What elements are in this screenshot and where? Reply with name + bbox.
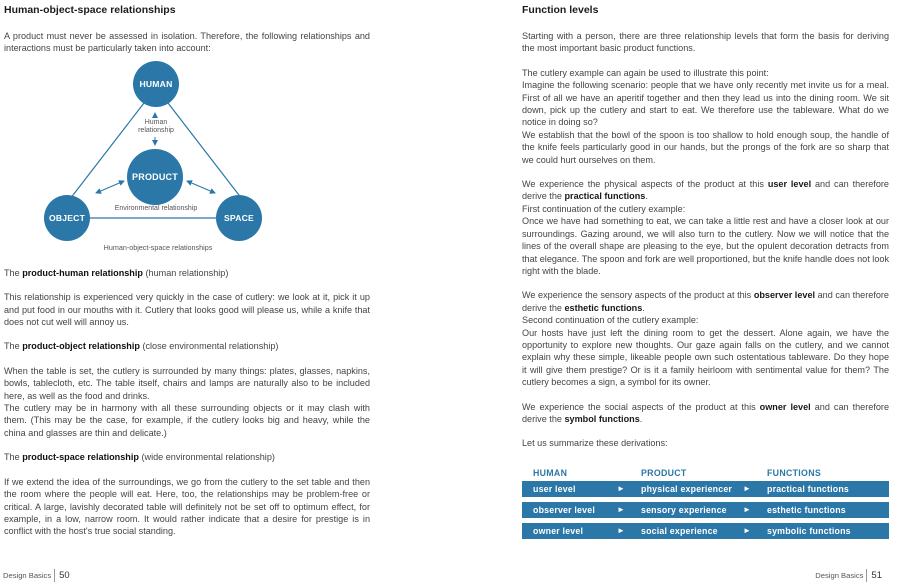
diagram-caption: Human-object-space relationships [103,242,213,252]
text: and can therefore derive the [522,401,889,424]
arrow-right-icon: ► [617,484,626,494]
arrow-product-right [187,181,201,187]
text: and can therefore derive the [522,179,889,202]
text: We experience the sensory aspects of the product at this [522,290,752,301]
owner-level-paragraph: We experience the social aspects of the product at this owner level and can therefore derive the symbol functions. [522,401,889,424]
arrow-right-icon: ► [617,505,626,515]
section-heading-product-human [4,267,370,279]
page-title: Function levels [522,4,599,16]
page-number: 51 [866,569,882,582]
intro-paragraph: A product must never be assessed in isolation. Therefore, the following relationships and interactions must be particularly taken into account: [4,31,370,54]
arrow-right-icon: ► [617,526,626,536]
human-cell: user level [533,483,576,494]
relationship-diagram [40,57,280,257]
page-footer [3,569,70,582]
section-heading-product-space [4,451,370,463]
book-title: Design Basics [3,571,52,580]
heading-prefix: The [4,341,20,352]
left-page-content [4,4,370,538]
page-footer [815,569,882,582]
heading-suffix: (close environmental relationship) [142,341,279,352]
example-intro: The cutlery example can again be used to illustrate this point: [522,67,769,78]
heading-bold: product-human relationship [22,267,143,278]
section-body-product-object-2: The cutlery may be in harmony with all these surrounding objects or it may clash with them. (This may be the case, for example, if the cutlery looks big and heavy, while the china and glasses are thin and delicate.) [4,403,370,438]
product-cell: physical experiencer [641,483,733,494]
human-cell: observer level [533,504,595,515]
level-term: observer level [753,290,816,301]
function-cell: esthetic functions [767,504,846,515]
continuation-label: Second continuation of the cutlery example: [522,315,699,326]
intro-paragraph: Starting with a person, there are three relationship levels that form the basis for deriving the most important basic product functions. [522,31,889,54]
summary-row [522,481,889,497]
example-text: Imagine the following scenario: people that we have only recently met invite us for a meal. First of all we have an aperitif together and then they lead us into the dining room. We sit down, pick up the cutlery and start to eat. We therefore use the tableware. What do we notice in doing so? [522,80,889,128]
level-term: user level [767,179,812,190]
arrow-to-object [96,187,110,193]
summary-intro: Let us summarize these derivations: [522,438,668,449]
arrow-right-icon: ► [743,484,752,494]
product-cell: social experience [641,525,718,536]
node-product: PRODUCT [127,149,183,205]
arrow-right-icon: ► [743,526,752,536]
heading-suffix: (wide environmental relationship) [141,452,275,463]
heading-prefix: The [4,267,20,278]
section-body-product-space: If we extend the idea of the surroundings, we go from the cutlery to the set table and then the room where the people will eat. Here, too, the relationships may be problem-free or critical. A large, lavishly decorated table will definitely not be set off to optimum effect, for example, in a low, narrow room. It would rather indicate that a desire for prestige is in conflict with the host's true social standing. [4,476,370,537]
continuation-text: Once we have had something to eat, we can take a little rest and have a closer look at our surroundings. Gazing around, we will also turn to the cutlery. Now we will notice that the lines of the overall shape are pleasing to the eye, but the opulent decoration detracts from that elegance. The spoon and fork are well proportioned, but the knife handle does not look right with the blade. [522,216,889,276]
node-object: OBJECT [44,195,90,241]
arrow-product-left [110,181,124,187]
function-term: symbol functions [564,413,640,424]
product-cell: sensory experience [641,504,727,515]
page-number: 50 [54,569,70,582]
book-title: Design Basics [815,571,864,580]
text: We experience the social aspects of the product at this [522,401,756,412]
function-term: practical functions [564,191,646,202]
arrow-right-icon: ► [743,505,752,515]
header-functions: FUNCTIONS [767,467,822,478]
function-cell: practical functions [767,483,850,494]
function-cell: symbolic functions [767,525,851,536]
observer-level-paragraph: We experience the sensory aspects of the product at this observer level and can therefore derive the esthetic functions. [522,290,889,313]
example-text-2: We establish that the bowl of the spoon is too shallow to hold enough soup, the handle of the knife feels particularly good in our hands, but the prongs of the fork are so sharp that we could hurt ourselves on them. [522,129,889,165]
section-body-product-object: When the table is set, the cutlery is surrounded by many things: plates, glasses, napkins, bowls, tablecloth, etc. The table itself, chairs and lamps are naturally also to be included here, as well as the food and drinks. [4,365,370,401]
user-level-paragraph: We experience the physical aspects of the product at this user level and can therefore derive the practical functions. [522,179,889,202]
heading-bold: product-object relationship [22,341,140,352]
section-body-product-human: This relationship is experienced very quickly in the case of cutlery: we look at it, pick it up and put food in our mouths with it. Cutlery that looks good will please us, while a knife that does not cut well will annoy us. [4,292,370,328]
summary-table [522,468,889,539]
function-term: esthetic functions [564,302,643,313]
arrow-to-space [201,187,215,193]
heading-suffix: (human relationship) [145,267,229,278]
header-human: HUMAN [533,467,568,478]
right-page [450,0,900,588]
right-page-content [522,4,889,544]
heading-bold: product-space relationship [22,452,139,463]
continuation-label: First continuation of the cutlery example: [522,203,686,214]
text: and can therefore derive the [522,290,889,313]
section-heading-product-object [4,340,370,352]
node-space: SPACE [216,195,262,241]
human-relationship-label: Human relationship [138,118,174,134]
environmental-relationship-label: Environmental relationship [114,204,198,212]
summary-row [522,523,889,539]
continuation-text: Our hosts have just left the dining room to get the dessert. Alone again, we have the opportunity to explore new thoughts. Our gaze again falls on the cutlery, and we cannot explain why these simple, likeable people own such ostentatious tableware. Do they hope it will give them prestige? Or is it a family heirloom with sentimental value for them? The cutlery becomes a sign, a symbol for its owner. [522,327,889,388]
summary-header [522,468,889,478]
summary-row [522,502,889,518]
header-product: PRODUCT [641,467,687,478]
human-cell: owner level [533,525,584,536]
text: We experience the physical aspects of the product at this [522,179,764,190]
page-title: Human-object-space relationships [4,4,176,16]
node-human: HUMAN [133,61,179,107]
heading-prefix: The [4,452,20,463]
level-term: owner level [759,401,811,412]
